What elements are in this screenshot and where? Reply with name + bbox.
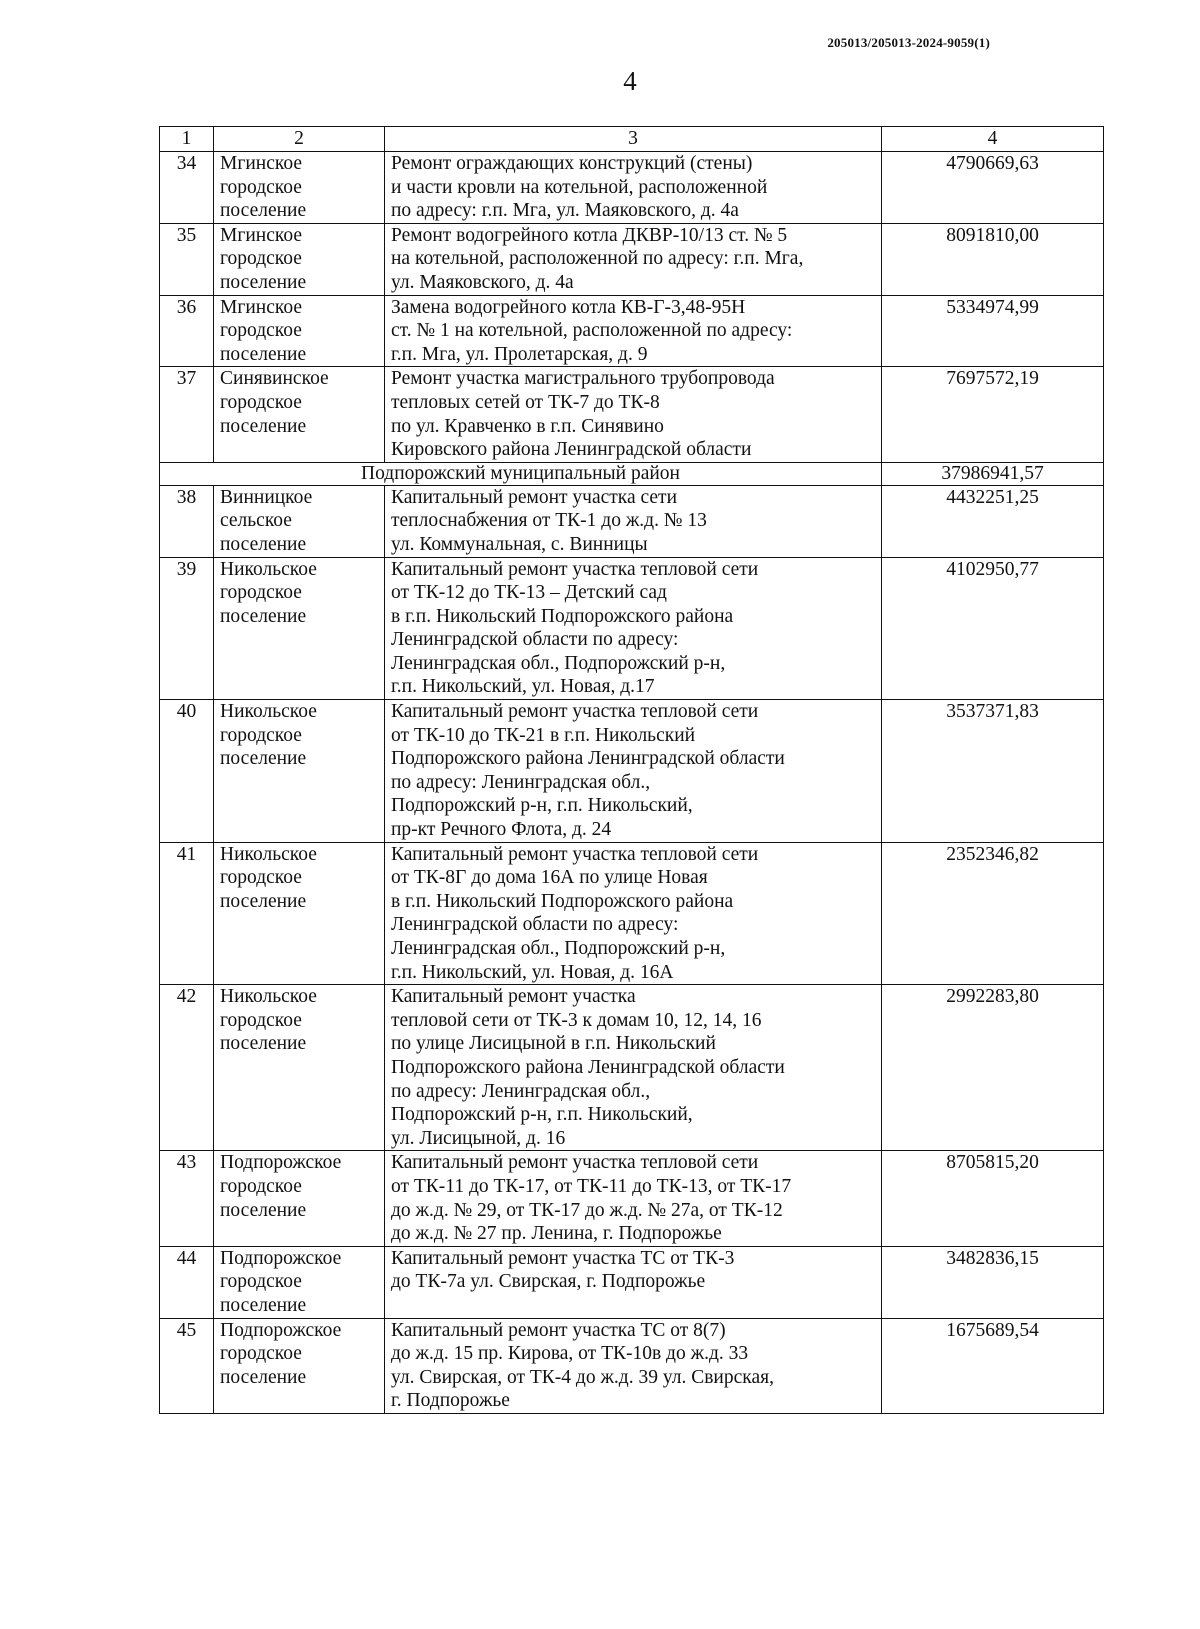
description-line: г. Подпорожье	[391, 1390, 510, 1412]
settlement-line: городское	[220, 248, 302, 270]
table-row	[160, 700, 1104, 843]
header-row	[160, 127, 1104, 152]
settlement-line: Винницкое	[220, 486, 313, 508]
settlement-line: Никольское	[220, 986, 317, 1008]
description-cell	[385, 1151, 882, 1246]
settlement-cell	[214, 152, 385, 224]
table-row	[160, 985, 1104, 1151]
description-line: от ТК-11 до ТК-17, от ТК-11 до ТК-13, от ТК-17	[391, 1175, 792, 1197]
settlement-line: сельское	[220, 510, 292, 532]
row-number: 34	[160, 152, 214, 224]
description-line: и части кровли на котельной, расположенной	[391, 176, 768, 198]
section-title: Подпорожский муниципальный район	[160, 462, 882, 485]
description-line: Капитальный ремонт участка ТС от ТК-3	[391, 1247, 735, 1269]
description-line: до ж.д. 15 пр. Кирова, от ТК-10в до ж.д. 33	[391, 1343, 749, 1365]
document-id: 205013/205013-2024-9059(1)	[827, 35, 990, 50]
description-line: от ТК-12 до ТК-13 – Детский сад	[391, 582, 667, 604]
description-line: Ленинградская обл., Подпорожский р-н,	[391, 652, 726, 674]
description-line: по адресу: г.п. Мга, ул. Маяковского, д. 4а	[391, 200, 739, 222]
row-number: 45	[160, 1318, 214, 1413]
description-cell	[385, 367, 882, 462]
description-cell	[385, 842, 882, 985]
row-number: 35	[160, 223, 214, 295]
description-line: тепловых сетей от ТК-7 до ТК-8	[391, 391, 660, 413]
settlement-line: городское	[220, 1175, 302, 1197]
row-number: 44	[160, 1246, 214, 1318]
description-line: по адресу: Ленинградская обл.,	[391, 771, 651, 793]
description-line: пр-кт Речного Флота, д. 24	[391, 819, 612, 841]
column-header: 3	[385, 127, 882, 152]
settlement-line: городское	[220, 1343, 302, 1365]
row-number: 42	[160, 985, 214, 1151]
section-amount: 37986941,57	[882, 462, 1104, 485]
description-line: ул. Маяковского, д. 4а	[391, 271, 574, 293]
description-line: г.п. Никольский, ул. Новая, д.17	[391, 676, 655, 698]
settlement-line: поселение	[220, 1199, 307, 1221]
settlement-line: городское	[220, 1271, 302, 1293]
description-line: г.п. Никольский, ул. Новая, д. 16А	[391, 961, 674, 983]
settlement-line: Мгинское	[220, 224, 302, 246]
description-line: Подпорожский р-н, г.п. Никольский,	[391, 795, 693, 817]
description-line: Ремонт участка магистрального трубопровода	[391, 368, 775, 390]
amount-cell: 7697572,19	[882, 367, 1104, 462]
row-number: 36	[160, 295, 214, 367]
description-line: Ремонт ограждающих конструкций (стены)	[391, 153, 753, 174]
settlement-line: Никольское	[220, 558, 317, 580]
description-line: ул. Коммунальная, с. Винницы	[391, 533, 648, 555]
column-header: 4	[882, 127, 1104, 152]
description-line: Ленинградская обл., Подпорожский р-н,	[391, 938, 726, 959]
description-line: по улице Лисицыной в г.п. Никольский	[391, 1033, 716, 1055]
amount-cell: 8091810,00	[882, 223, 1104, 295]
settlement-line: поселение	[220, 343, 307, 365]
amount-cell: 5334974,99	[882, 295, 1104, 367]
settlement-cell	[214, 295, 385, 367]
description-line: Ремонт водогрейного котла ДКВР-10/13 ст. № 5	[391, 224, 788, 246]
settlement-line: городское	[220, 582, 302, 604]
settlement-line: поселение	[220, 605, 307, 627]
table-row	[160, 223, 1104, 295]
settlement-line: Подпорожское	[220, 1319, 342, 1341]
settlement-cell	[214, 557, 385, 700]
description-line: Ленинградской области по адресу:	[391, 629, 679, 651]
settlement-line: поселение	[220, 533, 307, 555]
row-number: 40	[160, 700, 214, 843]
settlement-line: Мгинское	[220, 153, 302, 174]
row-number: 43	[160, 1151, 214, 1246]
table-row	[160, 1318, 1104, 1413]
description-line: тепловой сети от ТК-3 к домам 10, 12, 14, 16	[391, 1009, 762, 1031]
settlement-line: Мгинское	[220, 296, 302, 318]
description-cell	[385, 1246, 882, 1318]
description-cell	[385, 223, 882, 295]
description-line: в г.п. Никольский Подпорожского района	[391, 890, 734, 912]
settlement-line: городское	[220, 391, 302, 413]
settlement-line: городское	[220, 867, 302, 889]
description-line: Ленинградской области по адресу:	[391, 914, 679, 936]
description-line: Подпорожского района Ленинградской области	[391, 1056, 785, 1078]
settlement-line: городское	[220, 1009, 302, 1031]
settlement-cell	[214, 223, 385, 295]
description-line: на котельной, расположенной по адресу: г.п. Мга,	[391, 248, 804, 270]
amount-cell: 8705815,20	[882, 1151, 1104, 1246]
row-number: 41	[160, 842, 214, 985]
settlement-line: поселение	[220, 1033, 307, 1055]
settlement-line: городское	[220, 320, 302, 342]
amount-cell: 4102950,77	[882, 557, 1104, 700]
description-cell	[385, 700, 882, 843]
settlement-line: поселение	[220, 200, 307, 222]
table-row	[160, 842, 1104, 985]
description-line: Капитальный ремонт участка	[391, 986, 636, 1008]
description-cell	[385, 985, 882, 1151]
page-number: 4	[623, 66, 637, 96]
amount-cell: 2992283,80	[882, 985, 1104, 1151]
description-line: г.п. Мга, ул. Пролетарская, д. 9	[391, 343, 648, 365]
table-row	[160, 367, 1104, 462]
settlement-line: городское	[220, 176, 302, 198]
description-line: от ТК-8Г до дома 16А по улице Новая	[391, 867, 708, 889]
settlement-cell	[214, 367, 385, 462]
description-cell	[385, 485, 882, 557]
description-line: ул. Лисицыной, д. 16	[391, 1127, 566, 1149]
settlement-line: поселение	[220, 890, 307, 912]
table-row	[160, 152, 1104, 224]
row-number: 37	[160, 367, 214, 462]
amount-cell: 3482836,15	[882, 1246, 1104, 1318]
table-row	[160, 485, 1104, 557]
settlement-cell	[214, 842, 385, 985]
table-body	[160, 127, 1104, 1414]
settlement-line: Синявинское	[220, 368, 329, 390]
description-cell	[385, 1318, 882, 1413]
row-number: 39	[160, 557, 214, 700]
description-cell	[385, 557, 882, 700]
settlement-cell	[214, 485, 385, 557]
column-header: 2	[214, 127, 385, 152]
row-number: 38	[160, 485, 214, 557]
description-line: Капитальный ремонт участка тепловой сети	[391, 558, 759, 580]
description-line: Капитальный ремонт участка тепловой сети	[391, 701, 759, 723]
settlement-line: городское	[220, 724, 302, 746]
settlement-cell	[214, 985, 385, 1151]
settlement-cell	[214, 1151, 385, 1246]
settlement-line: Подпорожское	[220, 1247, 342, 1269]
amount-cell: 1675689,54	[882, 1318, 1104, 1413]
amount-cell: 2352346,82	[882, 842, 1104, 985]
amount-cell: 4790669,63	[882, 152, 1104, 224]
description-line: теплоснабжения от ТК-1 до ж.д. № 13	[391, 510, 707, 532]
description-line: Подпорожский р-н, г.п. Никольский,	[391, 1104, 693, 1126]
settlement-line: Подпорожское	[220, 1152, 342, 1174]
description-line: Капитальный ремонт участка ТС от 8(7)	[391, 1319, 726, 1341]
table-row	[160, 1246, 1104, 1318]
description-line: Подпорожского района Ленинградской области	[391, 748, 785, 770]
table-row	[160, 557, 1104, 700]
description-line: до ТК-7а ул. Свирская, г. Подпорожье	[391, 1271, 706, 1293]
description-line: Капитальный ремонт участка сети	[391, 486, 678, 508]
description-line: Кировского района Ленинградской области	[391, 439, 752, 461]
description-cell	[385, 152, 882, 224]
settlement-cell	[214, 1246, 385, 1318]
description-line: до ж.д. № 27 пр. Ленина, г. Подпорожье	[391, 1223, 722, 1245]
settlement-line: поселение	[220, 1294, 307, 1316]
settlement-cell	[214, 700, 385, 843]
settlement-cell	[214, 1318, 385, 1413]
settlement-line: поселение	[220, 271, 307, 293]
settlement-line: Никольское	[220, 701, 317, 723]
works-table	[159, 126, 1104, 1414]
description-line: по ул. Кравченко в г.п. Синявино	[391, 415, 664, 437]
settlement-line: поселение	[220, 415, 307, 437]
amount-cell: 3537371,83	[882, 700, 1104, 843]
settlement-line: поселение	[220, 748, 307, 770]
section-row	[160, 462, 1104, 485]
description-line: до ж.д. № 29, от ТК-17 до ж.д. № 27а, от ТК-12	[391, 1199, 783, 1221]
settlement-line: Никольское	[220, 843, 317, 865]
description-line: Замена водогрейного котла КВ-Г-3,48-95Н	[391, 296, 746, 318]
description-line: от ТК-10 до ТК-21 в г.п. Никольский	[391, 724, 696, 746]
description-line: ул. Свирская, от ТК-4 до ж.д. 39 ул. Свирская,	[391, 1366, 774, 1388]
description-line: Капитальный ремонт участка тепловой сети	[391, 843, 759, 865]
column-header: 1	[160, 127, 214, 152]
settlement-line: поселение	[220, 1366, 307, 1388]
description-line: ст. № 1 на котельной, расположенной по адресу:	[391, 320, 793, 342]
description-line: Капитальный ремонт участка тепловой сети	[391, 1152, 759, 1174]
description-line: в г.п. Никольский Подпорожского района	[391, 605, 734, 627]
table-row	[160, 295, 1104, 367]
table-row	[160, 1151, 1104, 1246]
description-line: по адресу: Ленинградская обл.,	[391, 1080, 651, 1102]
amount-cell: 4432251,25	[882, 485, 1104, 557]
description-cell	[385, 295, 882, 367]
